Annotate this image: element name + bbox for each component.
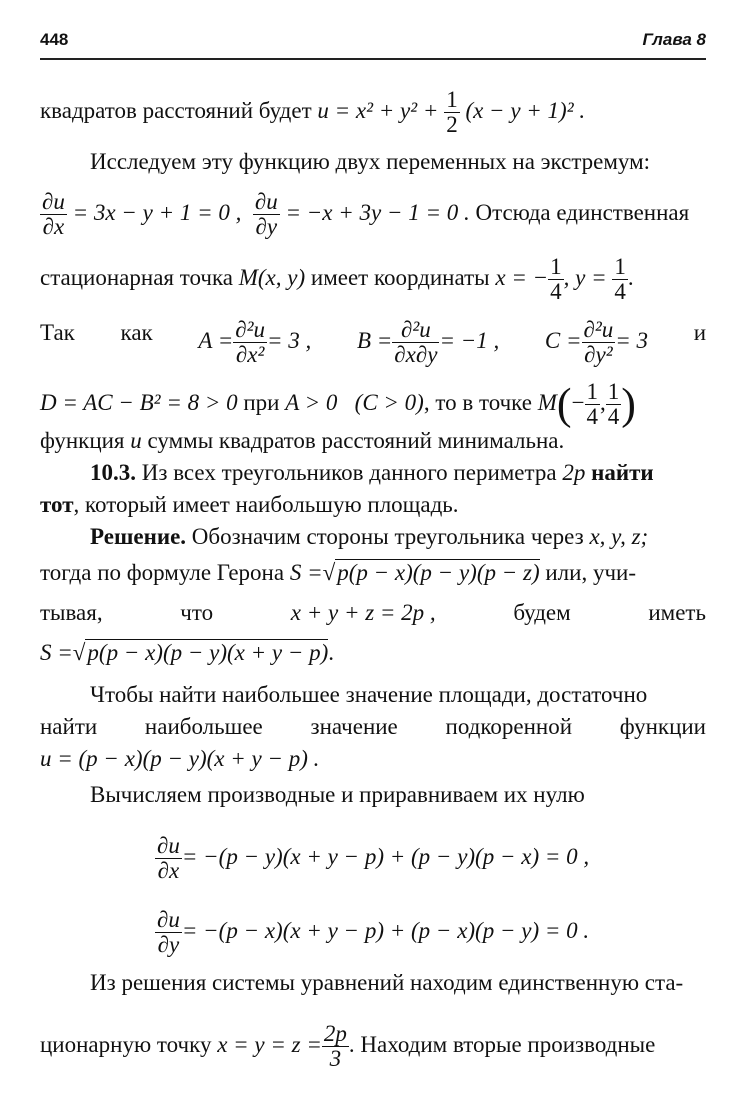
- fraction: $\frac{\text{∂²u}}{\partial x\partial y}$: [394, 317, 438, 367]
- text-line-10: Решение. Обозначим стороны треугольника через x, y, z;: [90, 524, 649, 549]
- text-line-17: Вычисляем производные и приравниваем их нулю: [90, 782, 585, 807]
- page-number: 448: [40, 30, 69, 49]
- fraction: $\frac{\partial u}{\partial y}$: [157, 907, 180, 957]
- text-line-11: тогда по формуле Герона S =√p(p − x)(p − y)(p − z) или, учи-: [40, 560, 636, 585]
- fraction: $\frac{\partial u}{\partial x}$: [157, 833, 180, 883]
- fraction: $\frac{\partial u}{\partial y}$: [254, 189, 278, 239]
- chapter-label: Глава 8: [642, 30, 706, 49]
- fraction: $\frac{1}{4}$: [550, 254, 562, 304]
- fraction: $\frac{\text{∂²u}}{\text{∂y²}}$: [583, 317, 614, 367]
- fraction: $\frac{1}{2}$: [446, 87, 458, 137]
- text-line-18: Из решения системы уравнений находим единственную ста-: [90, 970, 684, 995]
- text-line-3: $\frac{\partial u}{\partial x}$ = 3x − y + 1 = 0 , $\frac{\partial u}{\partial y}$ = −x + 3y − 1 = 0 . Отсюда единственная: [42, 189, 690, 239]
- fraction: $\frac{1}{4}$: [614, 254, 626, 304]
- equation-1: $\frac{\partial u}{\partial x}$ = −(p − y)(x + y − p) + (p − y)(p − x) = 0 ,: [157, 833, 590, 883]
- text-line-2: Исследуем эту функцию двух переменных на экстремум:: [90, 149, 651, 174]
- text-line-1: квадратов расстояний будет u = x² + y² + $\frac{1}{2}$ (x − y + 1)² .: [40, 87, 586, 137]
- fraction: $\frac{1}{4}$: [586, 379, 599, 429]
- text-line-13: S =√p(p − x)(p − y)(x + y − p).: [40, 640, 335, 665]
- text-line-5: Так как A = $\frac{\text{∂²u}}{\text{∂x²}}$ = 3 , B = $\frac{\text{∂²u}}{\partial x\partial y}$ = −1 , C = $\frac{\text{∂²u}}{\text{∂y²}}$ = 3 и: [40, 317, 706, 367]
- text-line-19: ционарную точку x = y = z = $\frac{2p}{3}$ . Находим вторые производные: [40, 1021, 656, 1071]
- text-line-8: 10.3. Из всех треугольников данного периметра 2p найти: [90, 460, 654, 485]
- text-line-9: тот, который имеет наибольшую площадь.: [40, 492, 459, 517]
- text-line-4: стационарная точка M(x, y) имеет координаты x = − $\frac{1}{4}$ , y = $\frac{1}{4}$ .: [40, 254, 634, 304]
- text-line-6: D = AC − B² = 8 > 0 при A > 0 (C > 0), то в точке M(− $\frac{1}{4}$ , $\frac{1}{4}$ ): [40, 379, 636, 429]
- fraction: $\frac{\text{∂²u}}{\text{∂x²}}$: [235, 317, 266, 367]
- fraction: $\frac{2p}{3}$: [323, 1021, 347, 1071]
- page-header: [40, 24, 706, 60]
- text-line-14: Чтобы найти наибольшее значение площади, достаточно: [90, 682, 648, 707]
- text-line-15: найти наибольшее значение подкоренной функции: [40, 714, 706, 739]
- equation-2: $\frac{\partial u}{\partial y}$ = −(p − x)(x + y − p) + (p − x)(p − y) = 0 .: [157, 907, 590, 957]
- fraction: $\frac{\partial u}{\partial x}$: [42, 189, 65, 239]
- fraction: $\frac{1}{4}$: [607, 379, 620, 429]
- text-line-7: функция u суммы квадратов расстояний минимальна.: [40, 428, 565, 453]
- text-line-16: u = (p − x)(p − y)(x + y − p) .: [40, 746, 320, 771]
- text-line-12: тывая, что x + y + z = 2p , будем иметь: [40, 600, 706, 625]
